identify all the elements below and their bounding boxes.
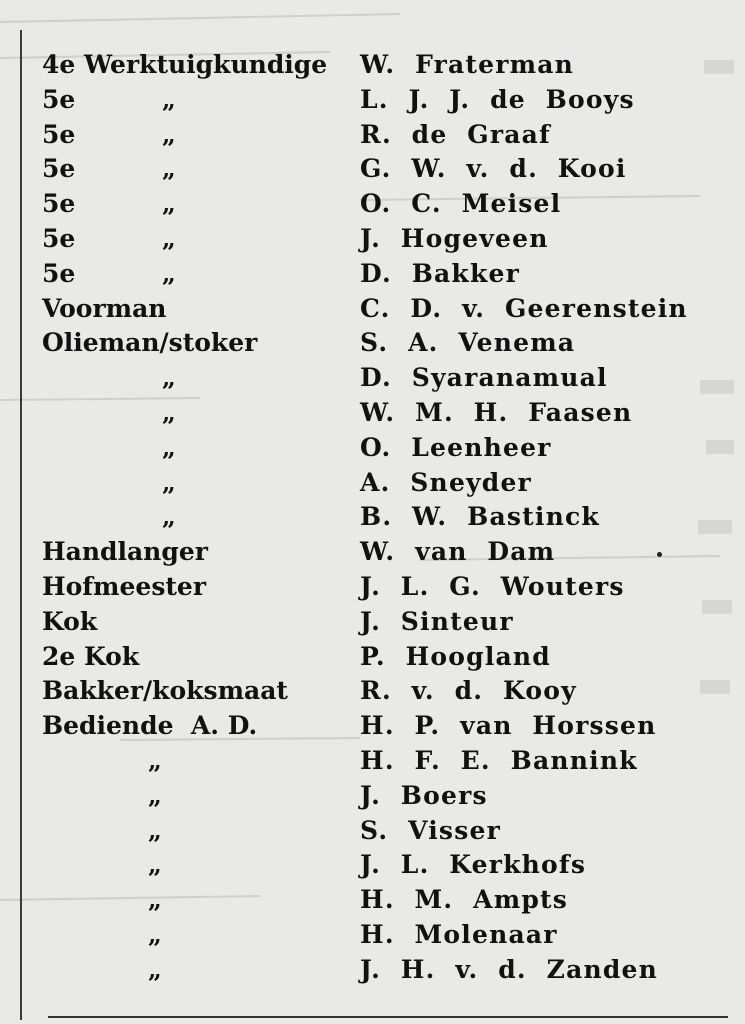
left-margin-rule <box>20 30 22 1020</box>
crew-name: W. M. H. Faasen <box>360 397 633 427</box>
crew-name: H. Molenaar <box>360 919 558 949</box>
roster-row <box>42 257 732 292</box>
rank-label: Kok <box>42 606 98 636</box>
roster-row <box>42 187 732 222</box>
roster-row <box>42 779 732 814</box>
roster-row <box>42 814 732 849</box>
rank-label: Bakker/koksmaat <box>42 676 288 706</box>
crew-name: B. W. Bastinck <box>360 502 600 532</box>
ditto-mark: „ <box>148 919 162 949</box>
rank-label: 5e <box>42 154 76 184</box>
roster-row <box>42 570 732 605</box>
ditto-mark: „ <box>162 154 176 184</box>
roster-row <box>42 431 732 466</box>
roster-row <box>42 535 732 570</box>
crew-name: J. Boers <box>360 780 488 810</box>
rank-label: Handlanger <box>42 537 208 567</box>
ditto-mark: „ <box>162 467 176 497</box>
crew-name: D. Syaranamual <box>360 363 608 393</box>
ditto-mark: „ <box>148 850 162 880</box>
crew-name: G. W. v. d. Kooi <box>360 154 627 184</box>
crew-name: H. F. E. Bannink <box>360 745 638 775</box>
roster-row <box>42 152 732 187</box>
bottom-rule <box>48 1016 728 1018</box>
crew-name: W. Fraterman <box>360 50 575 79</box>
ditto-mark: „ <box>148 954 162 984</box>
rank-label: Voorman <box>42 293 167 323</box>
crew-name: L. J. J. de Booys <box>360 84 635 114</box>
rank-label: 2e Kok <box>42 641 140 671</box>
ditto-mark: „ <box>148 780 162 810</box>
roster-row <box>42 605 732 640</box>
crew-name: H. P. van Horssen <box>360 711 657 741</box>
roster-row <box>42 118 732 153</box>
ditto-mark: „ <box>148 745 162 775</box>
roster-row <box>42 918 732 953</box>
ditto-mark: „ <box>162 363 176 393</box>
ditto-mark: „ <box>162 432 176 462</box>
roster-row <box>42 953 732 988</box>
crew-name: J. Sinteur <box>360 606 514 636</box>
rank-label: 5e <box>42 223 76 253</box>
ditto-mark: „ <box>162 189 176 219</box>
crew-name: D. Bakker <box>360 258 520 288</box>
roster-row <box>42 848 732 883</box>
crew-name: P. Hoogland <box>360 641 551 671</box>
roster-row <box>42 500 732 535</box>
ink-speck <box>657 552 662 557</box>
ditto-mark: „ <box>148 885 162 915</box>
ditto-mark: „ <box>162 502 176 532</box>
roster-row <box>42 222 732 257</box>
ditto-mark: „ <box>162 258 176 288</box>
rank-label: 5e <box>42 258 76 288</box>
crew-name: J. L. G. Wouters <box>360 571 625 601</box>
crew-name: H. M. Ampts <box>360 885 569 915</box>
crew-name: O. Leenheer <box>360 432 552 462</box>
roster-row <box>42 744 732 779</box>
ditto-mark: „ <box>162 119 176 149</box>
rank-label: 5e <box>42 189 76 219</box>
rank-label: Bediende A. D. <box>42 711 258 741</box>
crew-name: O. C. Meisel <box>360 189 562 219</box>
ditto-mark: „ <box>162 84 176 114</box>
roster-row <box>42 640 732 675</box>
roster-row <box>42 883 732 918</box>
roster-row <box>42 48 732 83</box>
crew-name: W. van Dam <box>360 537 556 567</box>
roster-row <box>42 326 732 361</box>
crew-name: R. de Graaf <box>360 119 551 149</box>
crew-name: R. v. d. Kooy <box>360 676 577 706</box>
crew-roster <box>42 48 732 988</box>
rank-label: 4e Werktuigkundige <box>42 50 328 79</box>
roster-row <box>42 709 732 744</box>
roster-row <box>42 361 732 396</box>
crew-name: S. Visser <box>360 815 501 845</box>
ditto-mark: „ <box>148 815 162 845</box>
rank-label: 5e <box>42 84 76 114</box>
crew-name: J. Hogeveen <box>360 223 549 253</box>
roster-row <box>42 83 732 118</box>
ditto-mark: „ <box>162 397 176 427</box>
rank-label: Olieman/stoker <box>42 328 258 358</box>
crew-name: J. L. Kerkhofs <box>360 850 587 880</box>
roster-row <box>42 396 732 431</box>
crew-name: S. A. Venema <box>360 328 576 358</box>
rank-label: 5e <box>42 119 76 149</box>
roster-row <box>42 466 732 501</box>
ditto-mark: „ <box>162 223 176 253</box>
roster-row <box>42 292 732 327</box>
crew-name: A. Sneyder <box>360 467 532 497</box>
roster-row <box>42 674 732 709</box>
rank-label: Hofmeester <box>42 571 207 601</box>
crew-name: C. D. v. Geerenstein <box>360 293 688 323</box>
crew-name: J. H. v. d. Zanden <box>360 954 659 984</box>
